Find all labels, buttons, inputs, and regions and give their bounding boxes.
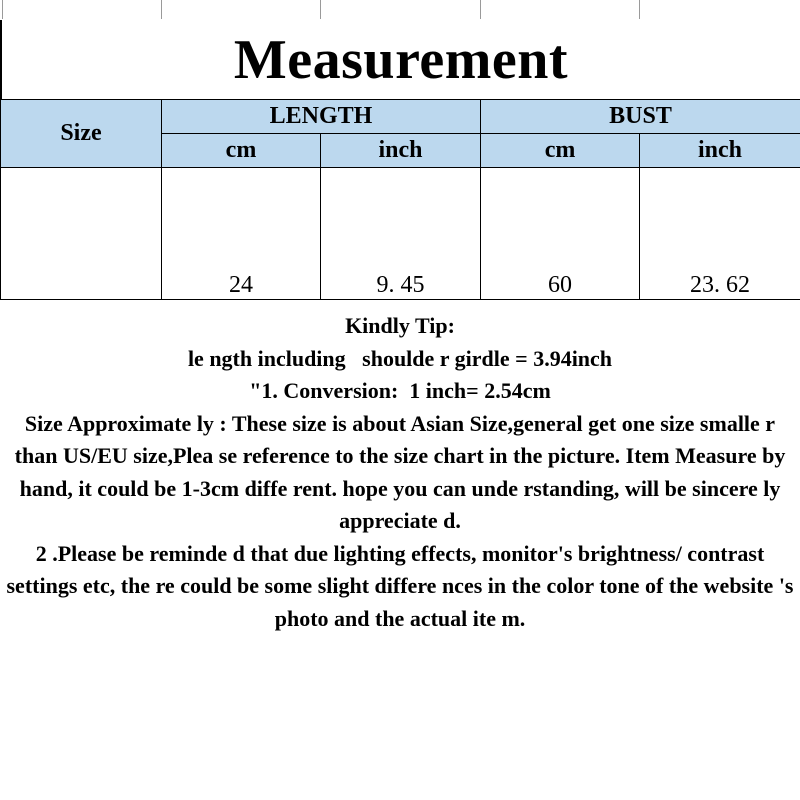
length-group-header: LENGTH xyxy=(162,100,481,134)
tick-mark xyxy=(320,0,321,19)
tick-mark xyxy=(2,0,3,19)
bust-cm-cell: 60 xyxy=(481,168,640,300)
tick-mark xyxy=(480,0,481,19)
notes-section xyxy=(0,310,800,635)
length-cm-header: cm xyxy=(162,134,321,168)
length-inch-header: inch xyxy=(321,134,481,168)
size-column-header: Size xyxy=(1,100,162,168)
size-cell xyxy=(1,168,162,300)
title-cell xyxy=(0,20,800,99)
length-note: le ngth including shoulde r girdle = 3.94inch xyxy=(187,345,613,371)
tip-heading: Kindly Tip: xyxy=(345,313,455,338)
bust-group-header: BUST xyxy=(481,100,800,134)
bust-cm-header: cm xyxy=(481,134,640,168)
table-row xyxy=(1,168,800,300)
top-tick-marks xyxy=(0,0,800,20)
tick-mark xyxy=(161,0,162,19)
tick-mark xyxy=(639,0,640,19)
size-approximately-note: Size Approximate ly : These size is about Asian Size,general get one size smalle r than US/EU size,Plea se reference to the size chart in the picture. Item Measure by hand, it could be 1-3cm diffe rent. hope you can unde rstanding, will be sincere ly appreciate d. xyxy=(14,410,786,533)
conversion-note: "1. Conversion: 1 inch= 2.54cm xyxy=(249,378,551,403)
length-inch-cell: 9. 45 xyxy=(321,168,481,300)
header-row-groups xyxy=(1,100,800,134)
bust-inch-cell: 23. 62 xyxy=(640,168,800,300)
color-reminder-note: 2 .Please be reminde d that due lighting effects, monitor's brightness/ contrast settings etc, the re could be some slight differe nces in the color tone of the website 's photo and the actual ite m. xyxy=(6,540,794,631)
size-chart-table xyxy=(0,99,800,300)
bust-inch-header: inch xyxy=(640,134,800,168)
length-cm-cell: 24 xyxy=(162,168,321,300)
page-title: Measurement xyxy=(233,29,569,91)
